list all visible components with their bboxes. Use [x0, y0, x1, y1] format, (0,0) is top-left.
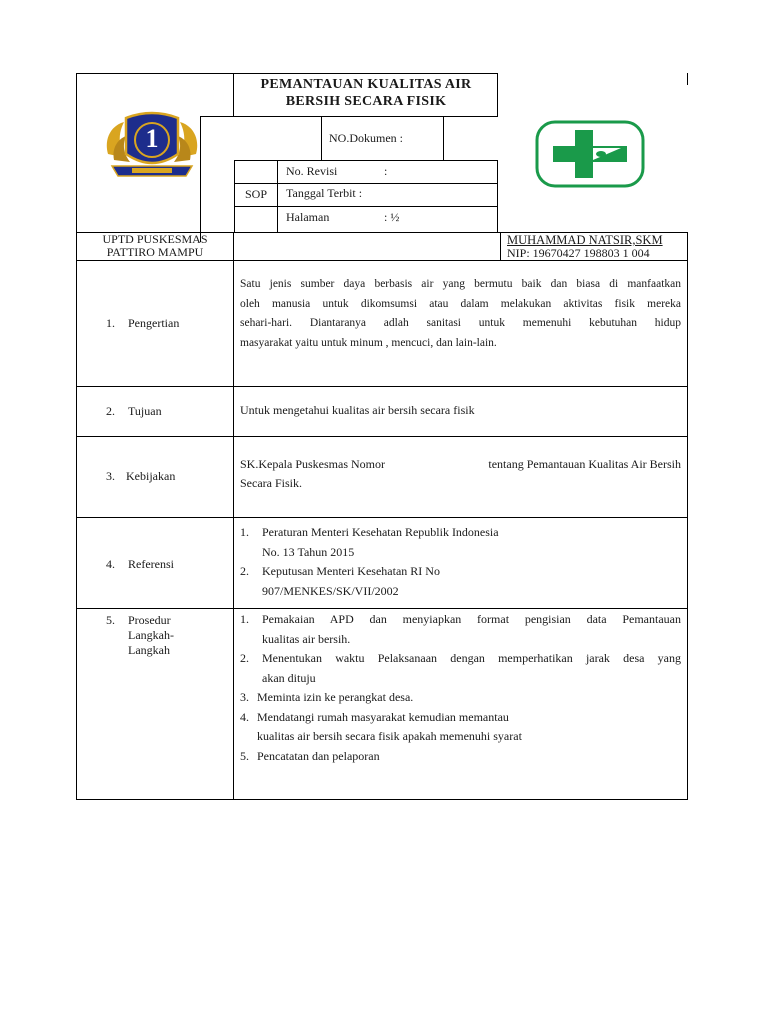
list-item-continuation: No. 13 Tahun 2015	[262, 544, 355, 559]
section-1-number: 1.	[106, 316, 115, 330]
list-item: 2. Menentukan waktu Pelaksanaan dengan memperhatikan jarak desa yang	[240, 651, 681, 665]
title-line-1: PEMANTAUAN KUALITAS AIR	[260, 77, 472, 92]
head-name: MUHAMMAD NATSIR,SKM	[507, 233, 663, 247]
section-3-text-b: tentang Pemantauan Kualitas Air Bersih	[488, 457, 681, 471]
list-item-continuation: kualitas air bersih secara fisik apakah memenuhi syarat	[257, 729, 522, 743]
puskesmas-logo	[535, 120, 645, 190]
section-2-number: 2.	[106, 404, 115, 418]
list-item: 4. Mendatangi rumah masyarakat kemudian memantau	[240, 709, 509, 724]
prosedur-list	[240, 610, 681, 766]
list-item: 1. Pemakaian APD dan menyiapkan format pengisian data Pemantauan	[240, 612, 681, 626]
section-4-label: Referensi	[128, 557, 174, 571]
text-line: sehari-hari. Diantaranya adlah sanitasi untuk memenuhi kebutuhan hidup	[240, 317, 681, 329]
uptd-name	[92, 233, 218, 258]
list-item: 2. Keputusan Menteri Kesehatan RI No	[240, 564, 440, 578]
no-revisi-colon: :	[384, 164, 388, 178]
section-3-text-a: SK.Kepala Puskesmas Nomor	[240, 457, 385, 471]
halaman-label: Halaman	[286, 210, 330, 224]
list-item-continuation: akan dituju	[262, 670, 316, 685]
no-revisi-label: No. Revisi	[286, 164, 338, 178]
list-item: 1. Peraturan Menteri Kesehatan Republik Indonesia	[240, 525, 499, 539]
list-item: 3. Meminta izin ke perangkat desa.	[240, 690, 414, 704]
uptd-line-1: UPTD PUSKESMAS	[102, 232, 208, 246]
text-line: oleh manusia untuk dikomsumsi atau dalam melakukan aktivitas fisik mereka	[240, 297, 681, 310]
section-2-label: Tujuan	[128, 404, 162, 418]
regional-logo	[100, 110, 204, 184]
uptd-line-2: PATTIRO MAMPU	[106, 244, 204, 259]
section-3-text-c: Secara Fisik.	[240, 476, 302, 490]
tanggal-terbit-label: Tanggal Terbit :	[286, 186, 363, 200]
list-item-continuation: 907/MENKES/SK/VII/2002	[262, 583, 399, 598]
list-item: 5. Pencatatan dan pelaporan	[240, 748, 380, 763]
section-5-label: Prosedur Langkah- Langkah	[128, 613, 174, 657]
text-line: Satu jenis sumber daya berbasis air yang bermutu baik dan biasa di manfaatkan	[240, 278, 681, 290]
section-1-text	[240, 275, 681, 353]
section-3-number: 3.	[106, 469, 115, 483]
section-4-number: 4.	[106, 557, 115, 571]
section-5-number: 5.	[106, 613, 115, 627]
list-item-continuation: kualitas air bersih.	[262, 631, 351, 646]
halaman-value: : ½	[384, 210, 400, 224]
text-line: masyarakat yaitu untuk minum , mencuci, dan lain-lain.	[240, 336, 497, 349]
logo-numeral: 1	[145, 124, 159, 153]
head-nip: NIP: 19670427 198803 1 004	[507, 246, 650, 260]
no-dokumen-label: NO.Dokumen :	[329, 131, 403, 145]
section-1-label: Pengertian	[128, 316, 180, 330]
section-3-label: Kebijakan	[126, 469, 176, 483]
document-title	[236, 76, 496, 110]
sop-label: SOP	[245, 187, 268, 201]
section-2-text: Untuk mengetahui kualitas air bersih secara fisik	[240, 403, 475, 417]
referensi-list	[240, 523, 681, 601]
title-line-2: BERSIH SECARA FISIK	[285, 94, 447, 109]
